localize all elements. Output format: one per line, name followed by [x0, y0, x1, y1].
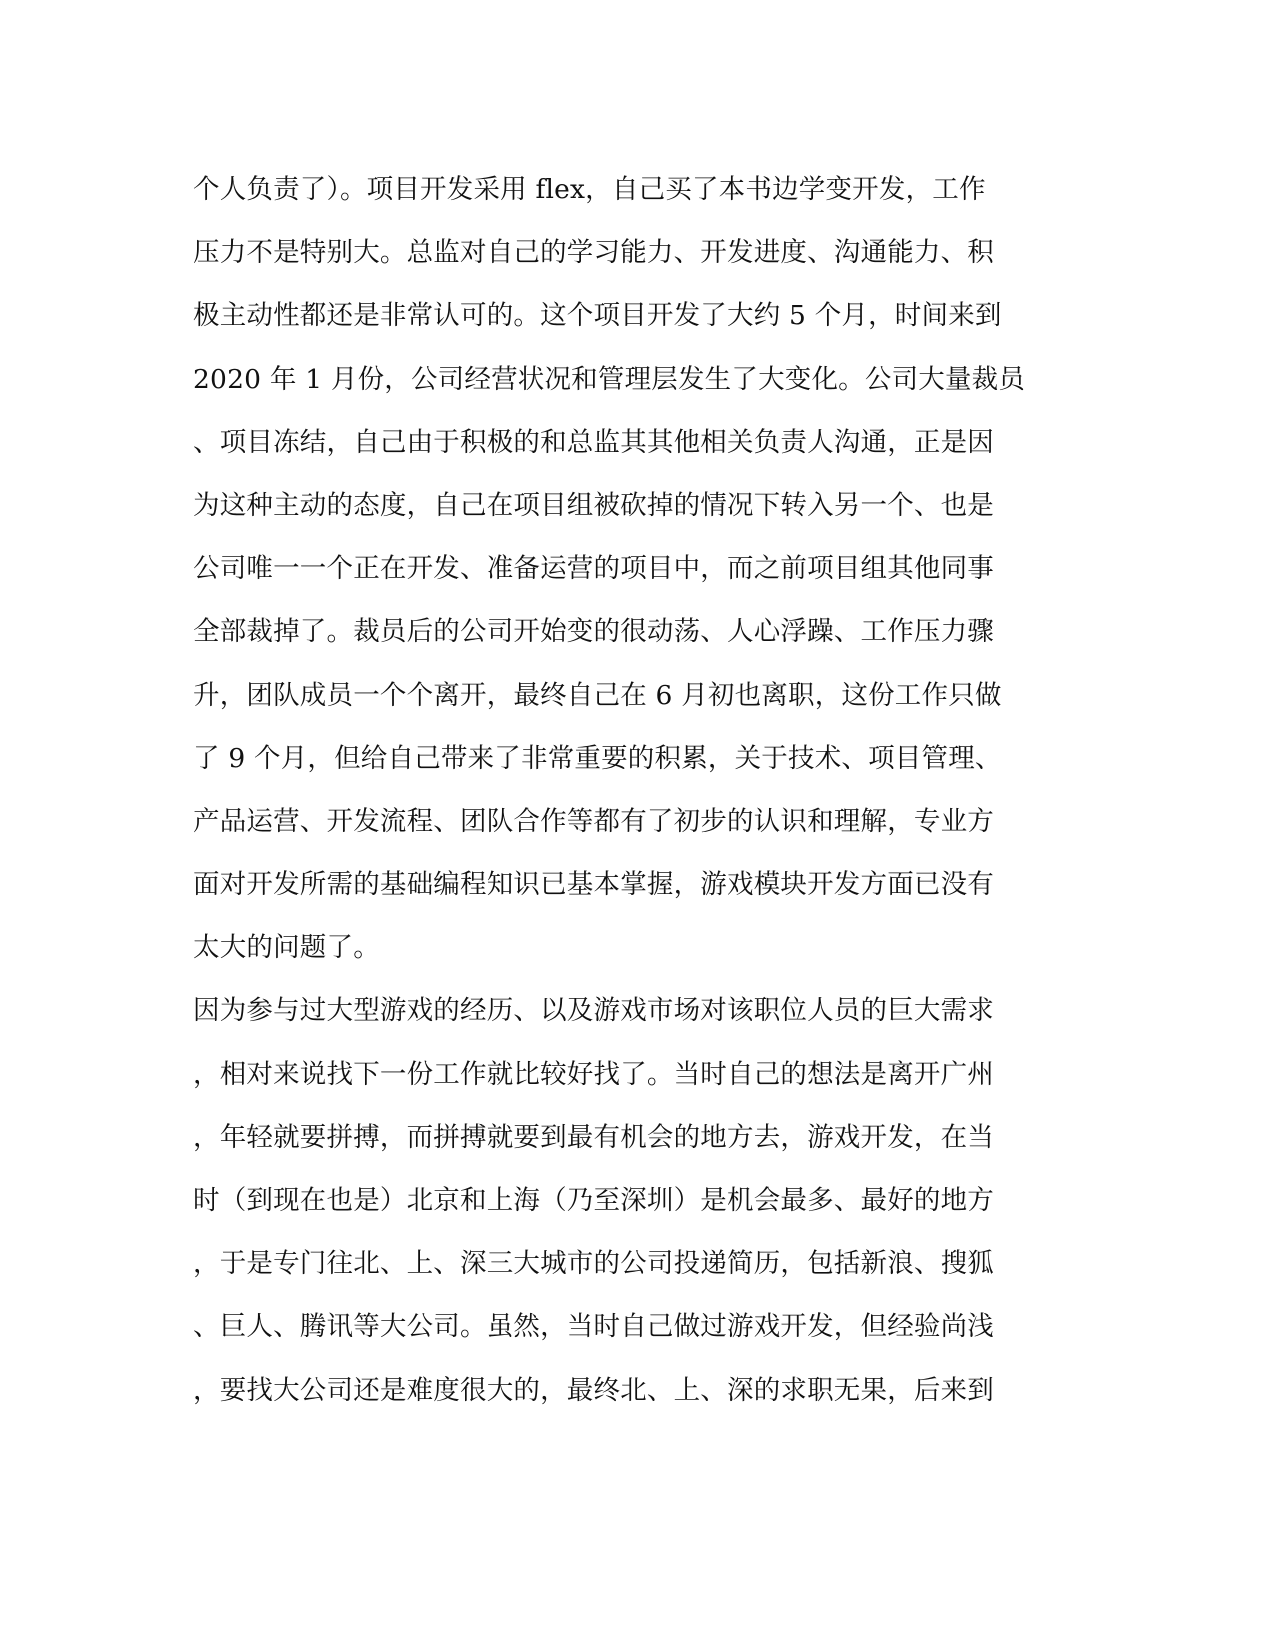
text-line: 面对开发所需的基础编程知识已基本掌握，游戏模块开发方面已没有 — [193, 869, 994, 901]
text-line: 极主动性都还是非常认可的。这个项目开发了大约 5 个月，时间来到 — [193, 300, 1002, 332]
text-line: 为这种主动的态度，自己在项目组被砍掉的情况下转入另一个、也是 — [193, 489, 994, 521]
text-line: 公司唯一一个正在开发、准备运营的项目中，而之前项目组其他同事 — [193, 553, 994, 585]
text-line: 时（到现在也是）北京和上海（乃至深圳）是机会最多、最好的地方 — [193, 1185, 994, 1216]
text-line: 了 9 个月，但给自己带来了非常重要的积累，关于技术、项目管理、 — [193, 742, 1002, 774]
text-line: ，要找大公司还是难度很大的，最终北、上、深的求职无果，后来到 — [193, 1374, 994, 1406]
text-line: 升，团队成员一个个离开，最终自己在 6 月初也离职，这份工作只做 — [193, 679, 1002, 711]
text-line: 太大的问题了。 — [193, 932, 380, 964]
text-line: 个人负责了）。项目开发采用 flex，自己买了本书边学变开发，工作 — [193, 174, 986, 205]
text-line: 全部裁掉了。裁员后的公司开始变的很动荡、人心浮躁、工作压力骤 — [193, 616, 994, 648]
text-line: 、巨人、腾讯等大公司。虽然，当时自己做过游戏开发，但经验尚浅 — [193, 1311, 994, 1343]
text-line: 压力不是特别大。总监对自己的学习能力、开发进度、沟通能力、积 — [193, 237, 994, 269]
text-line: ，相对来说找下一份工作就比较好找了。当时自己的想法是离开广州 — [193, 1058, 994, 1090]
text-line: 产品运营、开发流程、团队合作等都有了初步的认识和理解，专业方 — [193, 805, 994, 837]
text-line: ，于是专门往北、上、深三大城市的公司投递简历，包括新浪、搜狐 — [193, 1248, 994, 1280]
text-line: ，年轻就要拼搏，而拼搏就要到最有机会的地方去，游戏开发，在当 — [193, 1121, 994, 1153]
text-line: 因为参与过大型游戏的经历、以及游戏市场对该职位人员的巨大需求 — [193, 995, 994, 1027]
text-line: 2020 年 1 月份，公司经营状况和管理层发生了大变化。公司大量裁员 — [193, 363, 1026, 395]
body-text — [193, 158, 1073, 1422]
text-line: 、项目冻结，自己由于积极的和总监其其他相关负责人沟通，正是因 — [193, 426, 994, 458]
